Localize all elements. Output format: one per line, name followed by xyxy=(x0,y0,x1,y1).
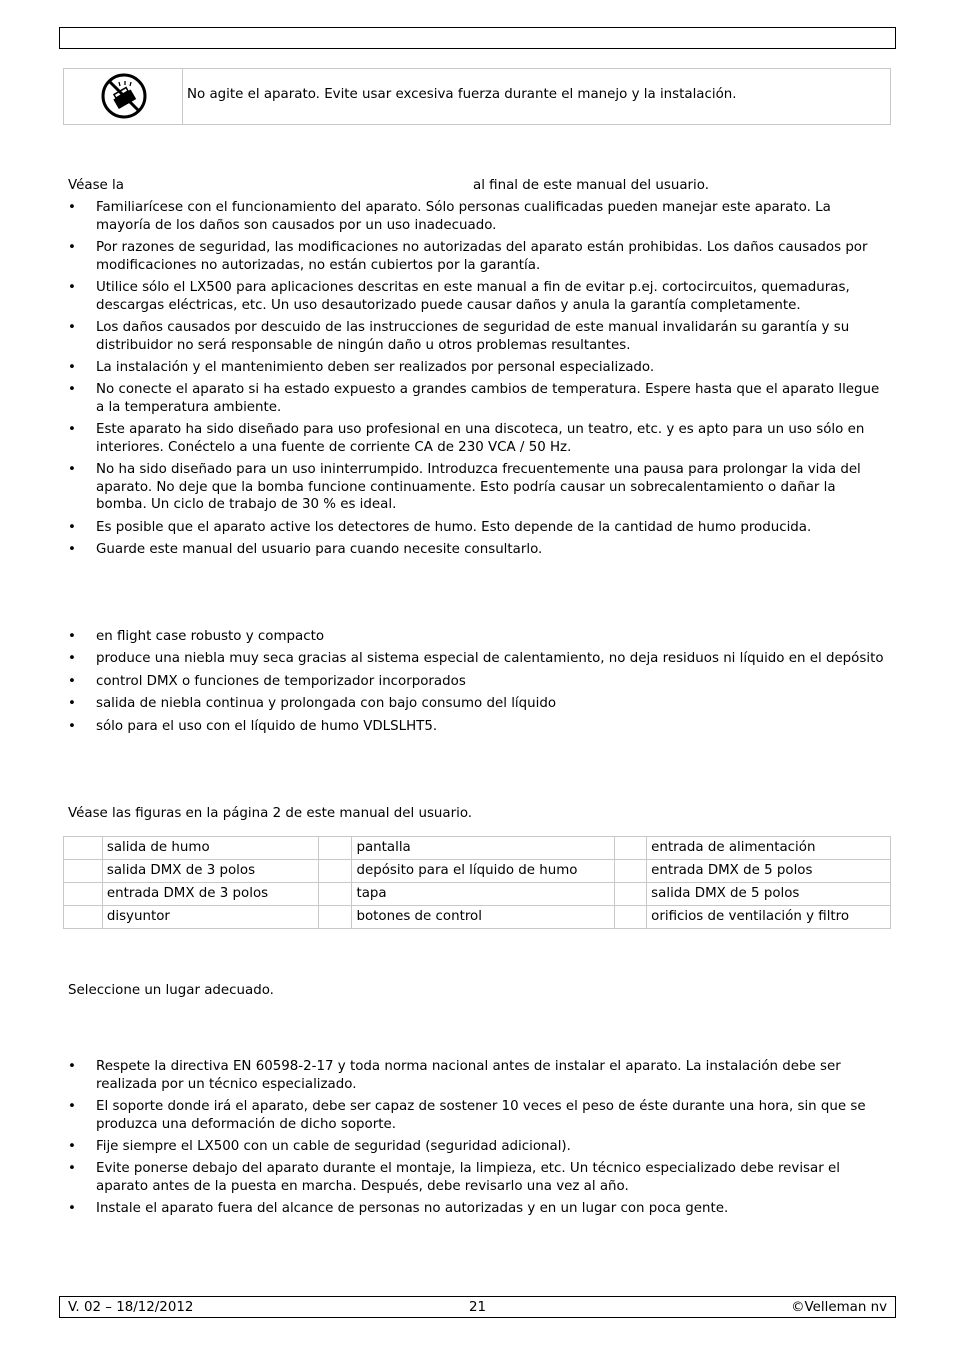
list-item: • Familiarícese con el funcionamiento del aparato. Sólo personas cualificadas pueden manejar este aparato. La mayoría de los daños son causados por un uso inadecuado. xyxy=(68,199,888,234)
list-item: • Respete la directiva EN 60598-2-17 y toda norma nacional antes de instalar el aparato. La instalación debe ser realizada por un técnico especializado. xyxy=(68,1058,888,1093)
list-item: • Fije siempre el LX500 con un cable de seguridad (seguridad adicional). xyxy=(68,1138,888,1156)
table-cell: salida DMX de 5 polos xyxy=(647,883,891,906)
header-box xyxy=(59,27,896,49)
list-item: • sólo para el uso con el líquido de humo VDLSLHT5. xyxy=(68,718,888,736)
warning-text: No agite el aparato. Evite usar excesiva fuerza durante el manejo y la instalación. xyxy=(187,87,737,102)
list-item: • control DMX o funciones de temporizador incorporados xyxy=(68,673,888,691)
table-cell xyxy=(64,837,103,860)
table-cell xyxy=(318,906,352,929)
list-item: • El soporte donde irá el aparato, debe ser capaz de sostener 10 veces el peso de éste durante una hora, sin que se produzca una deformación de dicho soporte. xyxy=(68,1098,888,1133)
list-item: • Evite ponerse debajo del aparato durante el montaje, la limpieza, etc. Un técnico especializado debe revisar el aparato antes de la puesta en marcha. Después, debe revisarlo una vez al año. xyxy=(68,1160,888,1195)
footer xyxy=(59,1296,896,1318)
table-cell xyxy=(615,860,647,883)
placement-text: Seleccione un lugar adecuado. xyxy=(68,983,274,998)
list-item: • en flight case robusto y compacto xyxy=(68,628,888,646)
table-cell: entrada de alimentación xyxy=(647,837,891,860)
table-cell: salida DMX de 3 polos xyxy=(102,860,318,883)
table-row xyxy=(64,883,891,906)
table-row xyxy=(64,906,891,929)
table-cell xyxy=(318,837,352,860)
guidelines-intro xyxy=(68,177,709,195)
table-cell xyxy=(615,883,647,906)
table-row xyxy=(64,860,891,883)
list-item: • salida de niebla continua y prolongada con bajo consumo del líquido xyxy=(68,695,888,713)
table-cell xyxy=(615,906,647,929)
table-cell xyxy=(318,883,352,906)
table-cell: entrada DMX de 5 polos xyxy=(647,860,891,883)
footer-page-number: 21 xyxy=(469,1300,487,1315)
no-shaking-icon xyxy=(100,72,148,120)
guidelines-intro-before: Véase la xyxy=(68,178,124,193)
list-item: • Por razones de seguridad, las modificaciones no autorizadas del aparato están prohibidas. Los daños causados por modificaciones no autorizadas, no están cubiertos por la garantía. xyxy=(68,239,888,274)
table-cell: pantalla xyxy=(352,837,615,860)
list-item: • Los daños causados por descuido de las instrucciones de seguridad de este manual invalidarán su garantía y su distribuidor no será responsable de ningún daño u otros problemas resultantes. xyxy=(68,319,888,354)
list-item: • No ha sido diseñado para un uso ininterrumpido. Introduzca frecuentemente una pausa para prolongar la vida del aparato. No deje que la bomba funcione continuamente. Esto podría causar un sobrecalentamiento o dañar la bomba. Un ciclo de trabajo de 30 % es ideal. xyxy=(68,461,888,514)
list-item: • Este aparato ha sido diseñado para uso profesional en una discoteca, un teatro, etc. y es apto para un uso sólo en interiores. Conéctelo a una fuente de corriente CA de 230 VCA / 50 Hz. xyxy=(68,421,888,456)
table-cell: salida de humo xyxy=(102,837,318,860)
footer-version: V. 02 – 18/12/2012 xyxy=(68,1300,194,1315)
parts-table xyxy=(63,836,891,929)
list-item: • La instalación y el mantenimiento deben ser realizados por personal especializado. xyxy=(68,359,888,377)
table-cell: tapa xyxy=(352,883,615,906)
overview-intro: Véase las figuras en la página 2 de este manual del usuario. xyxy=(68,806,473,821)
table-cell: depósito para el líquido de humo xyxy=(352,860,615,883)
list-item: • No conecte el aparato si ha estado expuesto a grandes cambios de temperatura. Espere hasta que el aparato llegue a la temperatura ambiente. xyxy=(68,381,888,416)
warning-box xyxy=(63,68,891,125)
list-item: • Es posible que el aparato active los detectores de humo. Esto depende de la cantidad de humo producida. xyxy=(68,519,888,537)
warning-icon-cell xyxy=(64,69,183,124)
table-row xyxy=(64,837,891,860)
features-list xyxy=(68,628,888,740)
table-cell xyxy=(64,906,103,929)
guidelines-intro-after: al final de este manual del usuario. xyxy=(473,178,709,193)
table-cell: orificios de ventilación y filtro xyxy=(647,906,891,929)
table-cell: botones de control xyxy=(352,906,615,929)
table-cell xyxy=(64,860,103,883)
list-item: • Instale el aparato fuera del alcance de personas no autorizadas y en un lugar con poca gente. xyxy=(68,1200,888,1218)
footer-copyright: ©Velleman nv xyxy=(791,1300,887,1315)
list-item: • Guarde este manual del usuario para cuando necesite consultarlo. xyxy=(68,541,888,559)
guidelines-list xyxy=(68,199,888,564)
list-item: • produce una niebla muy seca gracias al sistema especial de calentamiento, no deja residuos ni líquido en el depósito xyxy=(68,650,888,668)
table-cell: entrada DMX de 3 polos xyxy=(102,883,318,906)
list-item: • Utilice sólo el LX500 para aplicaciones descritas en este manual a fin de evitar p.ej. cortocircuitos, quemaduras, descargas eléctricas, etc. Un uso desautorizado puede causar daños y anula la garantía completamente. xyxy=(68,279,888,314)
table-cell xyxy=(64,883,103,906)
table-cell: disyuntor xyxy=(102,906,318,929)
installation-list xyxy=(68,1058,888,1223)
table-cell xyxy=(615,837,647,860)
table-cell xyxy=(318,860,352,883)
